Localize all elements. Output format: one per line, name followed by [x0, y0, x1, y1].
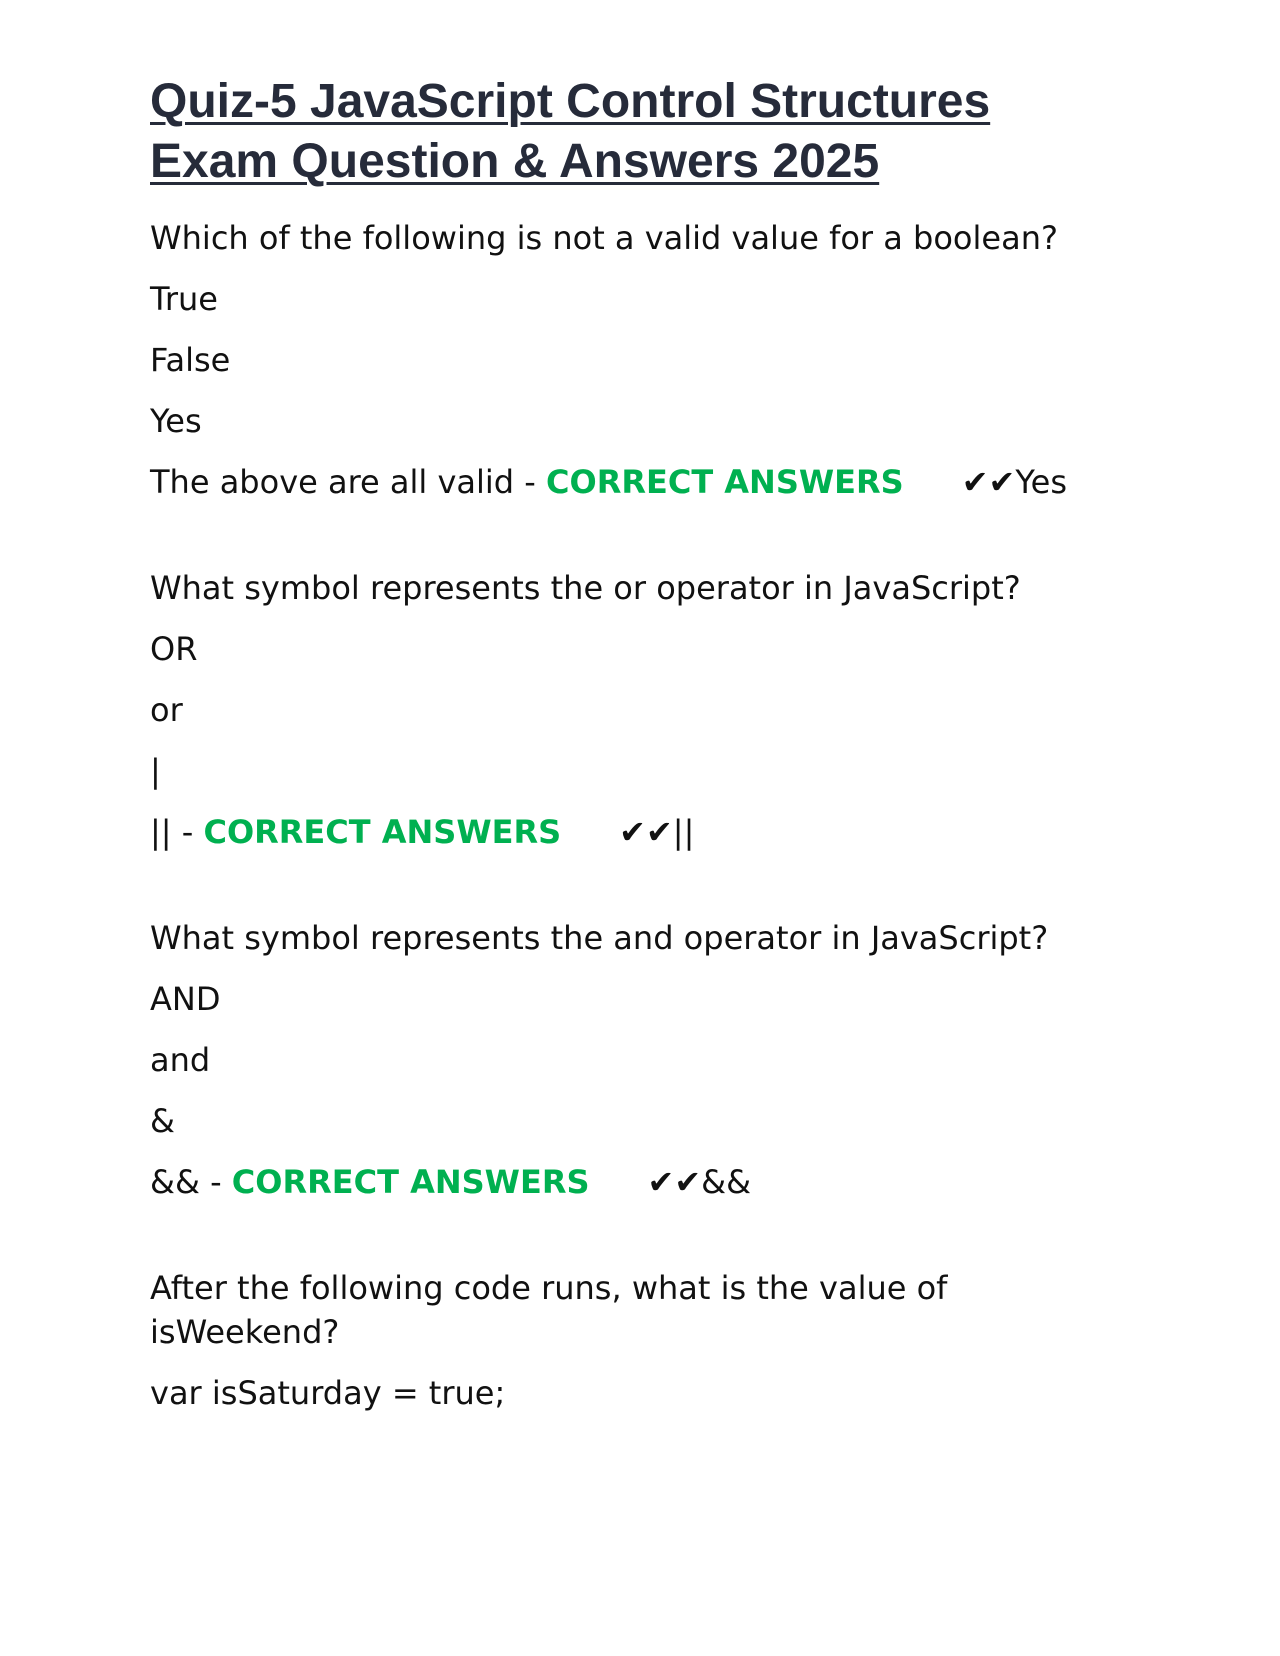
- question-block: [150, 916, 1150, 1204]
- correct-answer-value: Yes: [1015, 463, 1067, 501]
- answer-option: Yes: [150, 402, 202, 440]
- question-text: After the following code runs, what is the value of isWeekend?: [150, 1269, 948, 1351]
- correct-answers-label: CORRECT ANSWERS: [203, 813, 562, 851]
- question-text: What symbol represents the and operator in JavaScript?: [150, 919, 1049, 957]
- checkmark-icon: ✔✔: [619, 813, 673, 851]
- answer-option: OR: [150, 630, 198, 668]
- correct-answers-label: CORRECT ANSWERS: [546, 463, 904, 501]
- answer-option: |: [150, 752, 161, 790]
- answer-option-with-key: [150, 810, 1150, 854]
- document-title: Quiz-5 JavaScript Control Structures Exam Question & Answers 2025: [150, 75, 991, 188]
- document-page: [150, 72, 1150, 1432]
- answer-option-with-key: [150, 1160, 1150, 1204]
- correct-answer-value: ||: [672, 813, 695, 851]
- question-text: Which of the following is not a valid value for a boolean?: [150, 219, 1058, 257]
- answer-option-text: The above are all valid -: [150, 463, 546, 501]
- question-block: [150, 216, 1150, 504]
- answer-option: False: [150, 341, 231, 379]
- question-block: [150, 1266, 1150, 1415]
- correct-answers-label: CORRECT ANSWERS: [231, 1163, 590, 1201]
- answer-option-text: && -: [150, 1163, 232, 1201]
- answer-option: AND: [150, 980, 221, 1018]
- checkmark-icon: ✔✔: [961, 463, 1016, 501]
- answer-option-with-key: [150, 460, 1150, 504]
- answer-option: and: [150, 1041, 211, 1079]
- question-text: What symbol represents the or operator in JavaScript?: [150, 569, 1021, 607]
- answer-option: or: [150, 691, 183, 729]
- question-block: [150, 566, 1150, 854]
- answer-option: True: [150, 280, 218, 318]
- code-line: var isSaturday = true;: [150, 1374, 506, 1412]
- answer-option-text: || -: [150, 813, 204, 851]
- checkmark-icon: ✔✔: [647, 1163, 702, 1201]
- answer-option: &: [150, 1102, 175, 1140]
- correct-answer-value: &&: [701, 1163, 752, 1201]
